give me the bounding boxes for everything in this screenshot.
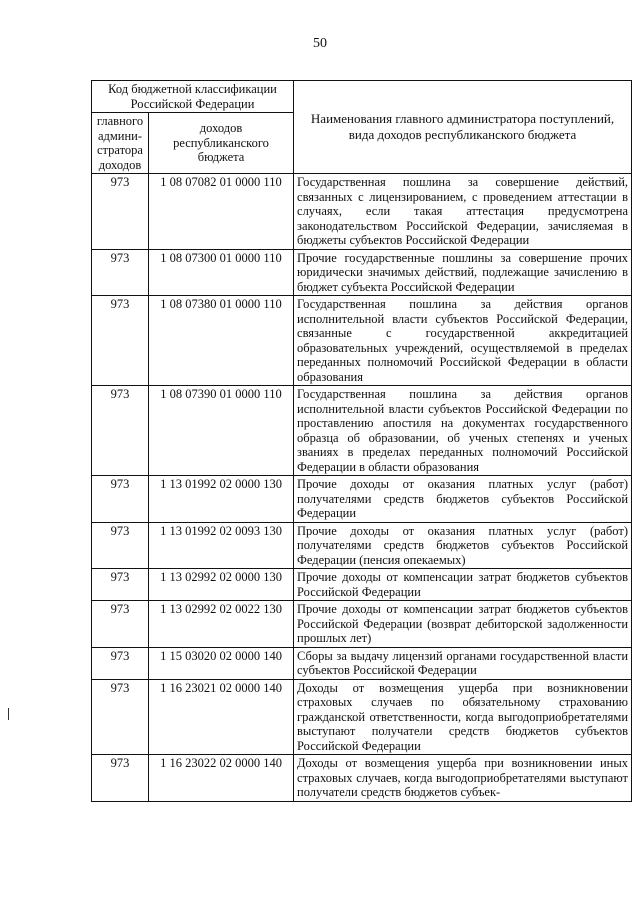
table-row [92, 601, 632, 648]
revenue-name-cell: Доходы от возмещения ущерба при возникновении страховых случаев по обязательному страхованию гражданской ответственности, когда выгодоприобретателями выступают получатели средств бюджетов субъектов Российской Федерации [294, 679, 632, 755]
revenue-name-cell: Доходы от возмещения ущерба при возникновении иных страховых случаев, когда выгодоприобретателями выступают получатели средств бюджетов субъек- [294, 755, 632, 802]
admin-code-cell: 973 [92, 476, 149, 523]
revenue-name-cell: Прочие государственные пошлины за совершение прочих юридически значимых действий, подлежащие зачислению в бюджет субъекта Российской Федерации [294, 249, 632, 296]
revenue-name-cell: Прочие доходы от компенсации затрат бюджетов субъектов Российской Федерации (возврат дебиторской задолженности прошлых лет) [294, 601, 632, 648]
budget-classification-table [91, 80, 632, 802]
budget-code-cell: 1 16 23022 02 0000 140 [149, 755, 294, 802]
budget-code-cell: 1 08 07300 01 0000 110 [149, 249, 294, 296]
budget-code-cell: 1 13 01992 02 0093 130 [149, 522, 294, 569]
budget-code-cell: 1 08 07390 01 0000 110 [149, 386, 294, 476]
scan-mark [8, 708, 9, 720]
admin-code-cell: 973 [92, 296, 149, 386]
budget-code-cell: 1 08 07082 01 0000 110 [149, 174, 294, 250]
revenue-name-cell: Государственная пошлина за действия органов исполнительной власти субъектов Российской Федерации по проставлению апостиля на документах государственного образца об образовании, об ученых степенях и ученых званиях в пределах переданных полномочий Российской Федерации в области образования [294, 386, 632, 476]
admin-code-cell: 973 [92, 249, 149, 296]
revenue-name-cell: Государственная пошлина за действия органов исполнительной власти субъектов Российской Федерации, связанные с государственной аккредитацией образовательных учреждений, осуществляемой в пределах переданных полномочий Российской Федерации в области образования [294, 296, 632, 386]
table-row [92, 679, 632, 755]
table-row [92, 296, 632, 386]
budget-code-cell: 1 13 02992 02 0000 130 [149, 569, 294, 601]
table-row [92, 249, 632, 296]
page-number: 50 [313, 36, 327, 51]
admin-code-cell: 973 [92, 601, 149, 648]
admin-code-cell: 973 [92, 522, 149, 569]
admin-code-cell: 973 [92, 755, 149, 802]
admin-code-cell: 973 [92, 569, 149, 601]
budget-code-cell: 1 13 02992 02 0022 130 [149, 601, 294, 648]
admin-code-cell: 973 [92, 386, 149, 476]
header-classification-code: Код бюджетной классификации Российской Федерации [92, 81, 294, 113]
budget-code-cell: 1 16 23021 02 0000 140 [149, 679, 294, 755]
header-main-administrator: главного админи- стратора доходов [92, 113, 149, 174]
table-row [92, 755, 632, 802]
table-row [92, 522, 632, 569]
budget-code-cell: 1 08 07380 01 0000 110 [149, 296, 294, 386]
budget-code-cell: 1 15 03020 02 0000 140 [149, 647, 294, 679]
revenue-name-cell: Прочие доходы от оказания платных услуг (работ) получателями средств бюджетов субъектов Российской Федерации [294, 476, 632, 523]
revenue-name-cell: Прочие доходы от компенсации затрат бюджетов субъектов Российской Федерации [294, 569, 632, 601]
revenue-name-cell: Сборы за выдачу лицензий органами государственной власти субъектов Российской Федерации [294, 647, 632, 679]
table-row [92, 174, 632, 250]
budget-code-cell: 1 13 01992 02 0000 130 [149, 476, 294, 523]
table-row [92, 569, 632, 601]
table-row [92, 386, 632, 476]
admin-code-cell: 973 [92, 174, 149, 250]
header-republican-income: доходов республиканского бюджета [149, 113, 294, 174]
header-administrator-name: Наименования главного администратора поступлений, вида доходов республиканского бюджета [294, 81, 632, 174]
revenue-name-cell: Государственная пошлина за совершение действий, связанных с лицензированием, с проведением аттестации в случаях, если такая аттестация предусмотрена законодательством Российской Федерации, зачисляемая в бюджеты субъектов Российской Федерации [294, 174, 632, 250]
table-row [92, 647, 632, 679]
revenue-name-cell: Прочие доходы от оказания платных услуг (работ) получателями средств бюджетов субъектов Российской Федерации (пенсия опекаемых) [294, 522, 632, 569]
admin-code-cell: 973 [92, 679, 149, 755]
table-header-row [92, 81, 632, 113]
admin-code-cell: 973 [92, 647, 149, 679]
table-row [92, 476, 632, 523]
